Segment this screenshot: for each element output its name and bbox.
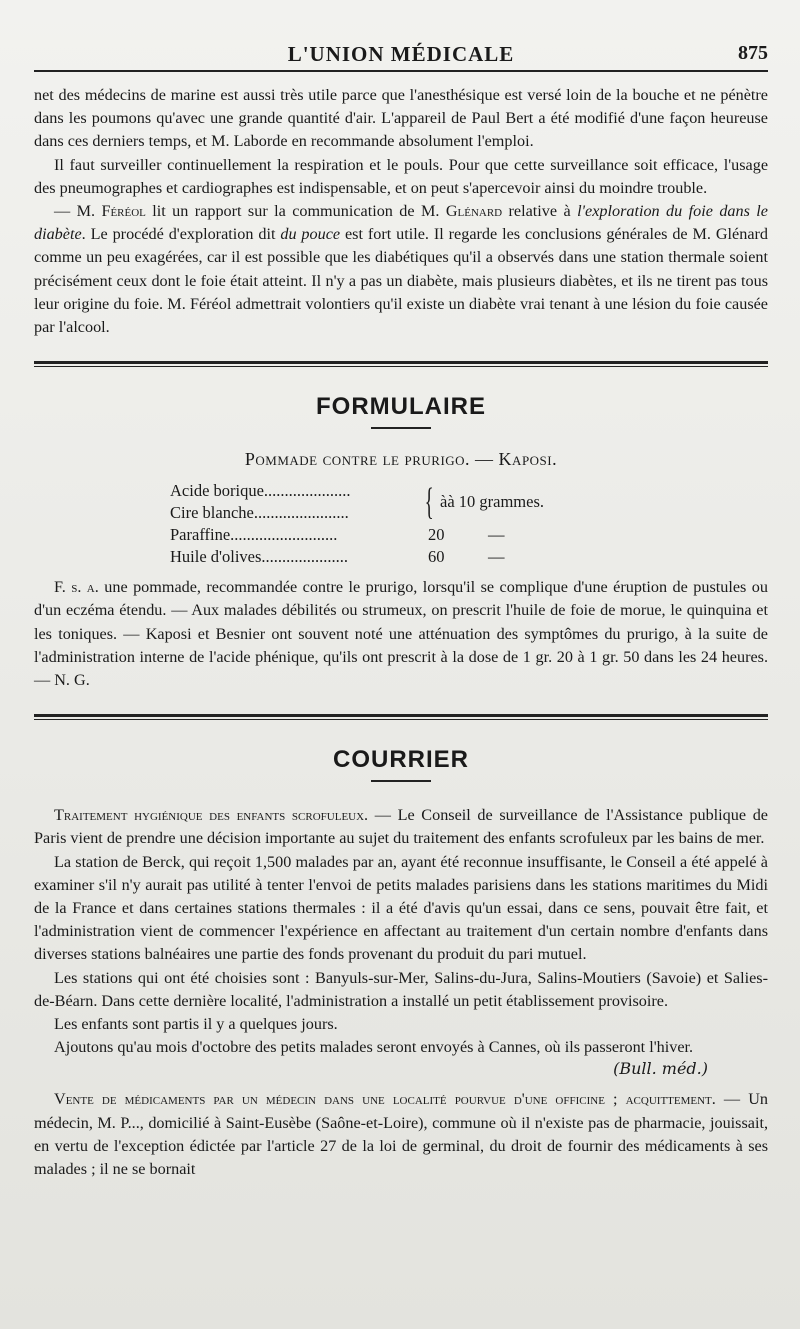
- ingredient-row: Huile d'olives..................... 60 —: [170, 547, 505, 567]
- formulaire-title: FORMULAIRE: [316, 393, 486, 421]
- ingredient-group-quantity: àà 10 grammes.: [440, 492, 545, 512]
- courrier-item-1: Traitement hygiénique des enfants scrofuleux. — Le Conseil de surveillance de l'Assistance publique de Paris vient de prendre une décision importante au sujet du traitement des enfants scrofuleux par les bains de mer.: [34, 806, 768, 848]
- courrier-section: [34, 804, 768, 1181]
- journal-title: L'UNION MÉDICALE: [287, 42, 515, 66]
- recipe-ingredients: [170, 480, 650, 568]
- courrier-paragraph-3: Les stations qui ont été choisies sont : Banyuls-sur-Mer, Salins-du-Jura, Salins-Moutiers (Savoie) et Salies-de-Béarn. Dans cette dernière localité, l'administration a installé un petit établissement provisoire.: [34, 968, 768, 1010]
- p3-italic-pouce: du pouce: [280, 225, 341, 244]
- intro-paragraph-3: [34, 200, 768, 339]
- section-divider-1: [34, 361, 768, 367]
- courrier-title: COURRIER: [332, 746, 469, 774]
- source-citation: (Bull. méd.): [613, 1059, 708, 1079]
- formulaire-paragraph: F. s. a. une pommade, recommandée contre le prurigo, lorsqu'il se complique d'une éruption de pustules ou d'un eczéma étendu. — Aux malades débilités ou strumeux, on prescrit l'huile de foie de morue, le quinquina et les toniques. — Kaposi et Besnier ont souvent noté une atténuation des symptômes du prurigo, à la suite de l'administration interne de l'acide phénique, qu'ils ont prescrit à la dose de 1 gr. 20 à 1 gr. 50 dans les 24 heures. — N. G.: [34, 578, 768, 690]
- p3-italic-title: l'exploration du foie dans le diabète: [34, 202, 768, 244]
- ingredient-row: Paraffine.......................... 20 —: [170, 525, 505, 545]
- p3-text-d: . Le procédé d'exploration dit: [81, 225, 281, 244]
- header-rule: [34, 70, 768, 72]
- section-divider-2: [34, 714, 768, 720]
- author-name-fereol: Féréol: [101, 202, 146, 221]
- page-number: 875: [738, 42, 768, 64]
- courrier-paragraph-2: La station de Berck, qui reçoit 1,500 malades par an, ayant été reconnue insuffisante, le Conseil a été appelé à examiner s'il n'y aurait pas utilité à tenter l'envoi de petits malades parisiens dans les stations maritimes du Midi de la France et dans certaines stations thermales : il a été d'avis qu'un essai, dans ce sens, pouvait être fait, et l'administration vient de commencer l'expérience en affectant au traitement d'un certain nombre d'enfants dans diverses stations balnéaires une partie des fonds provenant du produit du pari mutuel.: [34, 852, 768, 964]
- p3-text-b: lit un rapport sur la communication de M.: [145, 202, 446, 221]
- courrier-title-rule: [371, 780, 431, 782]
- ingredient-row: Acide borique.....................: [170, 481, 351, 501]
- author-name-glenard: Glénard: [445, 202, 503, 221]
- running-header: [34, 0, 768, 72]
- recipe-title: Pommade contre le prurigo. — Kaposi.: [244, 449, 558, 470]
- ingredient-brace: {: [424, 481, 434, 524]
- formulaire-text: [34, 576, 768, 692]
- intro-section: [34, 84, 768, 339]
- p3-text-c: relative à: [502, 202, 578, 221]
- ingredient-row: Cire blanche.......................: [170, 503, 349, 523]
- courrier-paragraph-5: Ajoutons qu'au mois d'octobre des petits malades seront envoyés à Cannes, où ils passeront l'hiver.: [54, 1038, 694, 1057]
- formulaire-title-rule: [371, 427, 431, 429]
- p3-text-e: est fort utile. Il regarde les conclusions générales de M. Glénard comme un peu exagérées, car il est possible que les diabétiques qu'il a observés dans une station thermale soient précisément ceux dont le foie était atteint. Il n'y a pas un diabète, mais plusieurs diabètes, et ils ne tirent pas tous leur origine du foie. M. Féréol admettrait volontiers qu'il existe un diabète vrai tenant à une lésion du foie causée par l'alcool.: [34, 225, 768, 337]
- courrier-paragraph-4: Les enfants sont partis il y a quelques jours.: [54, 1015, 338, 1034]
- intro-paragraph-2: Il faut surveiller continuellement la respiration et le pouls. Pour que cette surveillance soit efficace, l'usage des pneumographes et cardiographes est indispensable, et on peut s'apercevoir ainsi du moindre trouble.: [34, 155, 768, 197]
- intro-paragraph-1: net des médecins de marine est aussi très utile parce que l'anesthésique est versé loin de la bouche et ne pénètre dans les poumons qu'avec une grande quantité d'air. L'appareil de Paul Bert a été modifié d'une façon heureuse dans ces derniers temps, et M. Laborde en recommande absolument l'emploi.: [34, 86, 768, 151]
- p3-text-a: — M.: [54, 202, 102, 221]
- courrier-item-2: Vente de médicaments par un médecin dans une localité pourvue d'une officine ; acquittement. — Un médecin, M. P..., domicilié à Saint-Eusèbe (Saône-et-Loire), commune où il n'existe pas de pharmacie, jouissait, en vertu de l'exception édictée par l'article 27 de la loi de germinal, du droit de fournir des médicaments à ses malades ; il ne se bornait: [34, 1090, 768, 1179]
